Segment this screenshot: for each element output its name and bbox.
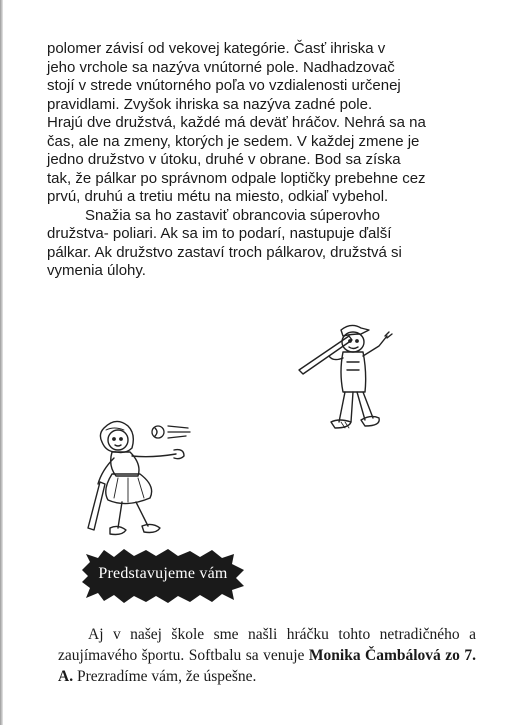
article-line: prvú, druhú a tretiu métu na miesto, odkiaľ vybehol. [47, 188, 389, 205]
girl-illustration [86, 418, 190, 546]
article-line: Snažia sa ho zastaviť obrancovia súperovho [85, 206, 380, 224]
feature-intro: Aj v našej škole sme našli hráčku tohto netradičného a zaujímavého športu. Softbalu sa venuje [58, 626, 476, 664]
article-line: stojí v strede vnútorného poľa vo vzdialenosti určenej [47, 77, 401, 94]
article-line: polomer závisí od vekovej kategórie. Časť ihriska v [47, 40, 386, 57]
batter-illustration [295, 322, 395, 444]
paragraph-1 [47, 40, 473, 114]
feature-outro: Prezradíme vám, že úspešne. [73, 668, 257, 685]
article-line: čas, ale na zmeny, ktorých je sedem. V každej zmene je [47, 132, 420, 150]
feature-paragraph [58, 624, 476, 687]
article-line: jedno družstvo v útoku, druhé v obrane. Bod sa získa [47, 151, 401, 168]
article-line: vymenia úlohy. [47, 262, 146, 279]
article-line: Hrajú dve družstvá, každé má deväť hráčov. Nehrá sa na [47, 114, 426, 131]
article-line: pravidlami. Zvyšok ihriska sa nazýva zadné pole. [47, 95, 373, 113]
player-name: Monika Čambálová zo 7. A. [58, 647, 476, 685]
article-line: pálkar. Ak družstvo zastaví troch pálkarov, družstvá si [47, 243, 402, 261]
paragraph-2 [47, 114, 473, 207]
article-line: družstva- poliari. Ak sa im to podarí, nastupuje ďalší [47, 225, 392, 242]
article-line: tak, že pálkar po správnom odpale loptičky prebehne cez [47, 169, 426, 187]
page-edge [0, 0, 3, 725]
article-line: jeho vrchole sa nazýva vnútorné pole. Nadhadzovač [47, 58, 395, 76]
article-text [47, 40, 473, 281]
feature-text [58, 624, 476, 687]
banner-label: Predstavujeme vám [98, 565, 228, 582]
paragraph-3 [47, 207, 473, 281]
